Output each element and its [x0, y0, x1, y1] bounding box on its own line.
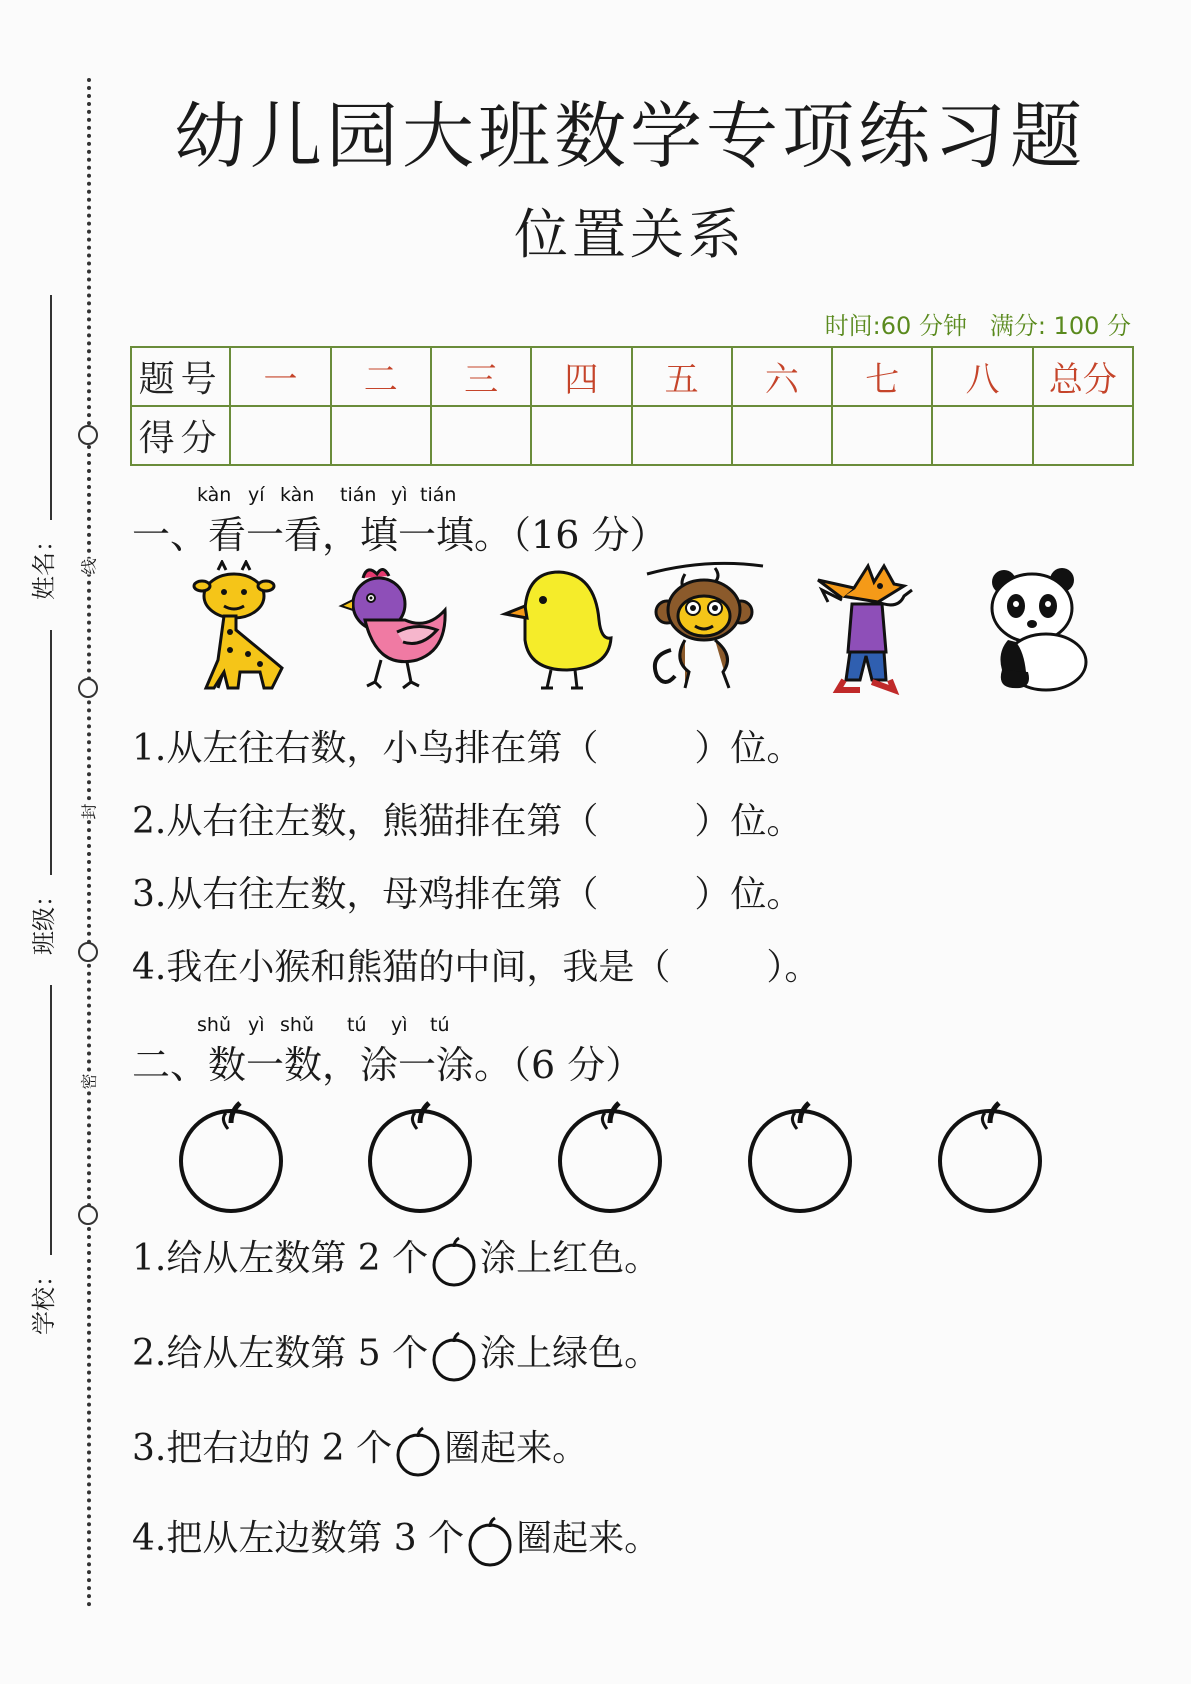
- question-2-3: [132, 1420, 588, 1477]
- pinyin: yì: [248, 1014, 265, 1036]
- pinyin: shǔ: [197, 1014, 231, 1036]
- question-1-3: [132, 866, 802, 917]
- question-text: 4.把从左边数第 3 个: [132, 1518, 465, 1559]
- full-score: 满分: 100 分: [989, 312, 1131, 340]
- score-cell[interactable]: [632, 406, 732, 465]
- exam-info: [825, 306, 1131, 341]
- column-header: 七: [832, 347, 932, 406]
- column-header-total: 总分: [1033, 347, 1133, 406]
- apple-icon[interactable]: [176, 1095, 286, 1215]
- pinyin: tián: [420, 484, 457, 506]
- score-cell[interactable]: [431, 406, 531, 465]
- score-cell-total[interactable]: [1033, 406, 1133, 465]
- question-text: 3.把右边的 2 个: [132, 1428, 393, 1469]
- section-2-heading: [132, 1034, 643, 1089]
- name-write-line[interactable]: [50, 295, 52, 520]
- section-title: 数一数，涂一涂。: [208, 1043, 513, 1087]
- pinyin: yì: [391, 484, 408, 506]
- apple-icon: [428, 1330, 480, 1382]
- question-text: ）。: [766, 947, 821, 988]
- question-2-2: [132, 1325, 660, 1382]
- section-title: 看一看，填一填。: [208, 513, 513, 557]
- column-header: 一: [230, 347, 330, 406]
- question-1-4: [132, 939, 820, 990]
- question-text: ）位。: [694, 874, 803, 915]
- apple-icon[interactable]: [935, 1095, 1045, 1215]
- question-text: 2.给从左数第 5 个: [132, 1333, 429, 1374]
- column-header: 五: [632, 347, 732, 406]
- question-text: 涂上红色。: [480, 1238, 661, 1279]
- question-2-1: [132, 1230, 660, 1287]
- pinyin: tú: [347, 1014, 367, 1036]
- class-write-line[interactable]: [50, 630, 52, 875]
- pinyin: kàn: [197, 484, 232, 506]
- apple-icon: [464, 1515, 516, 1567]
- question-text: 1.给从左数第 2 个: [132, 1238, 429, 1279]
- column-header: 三: [431, 347, 531, 406]
- stitch-mark: 线: [77, 558, 100, 574]
- question-text: ）位。: [694, 728, 803, 769]
- question-text: 3.从右往左数，母鸡排在第（: [132, 874, 599, 915]
- binding-margin: [0, 0, 120, 1684]
- score-cell[interactable]: [932, 406, 1032, 465]
- fox-icon: [808, 560, 928, 695]
- time-limit: 时间:60 分钟: [824, 312, 967, 340]
- score-cell[interactable]: [732, 406, 832, 465]
- column-header: 八: [932, 347, 1032, 406]
- score-table: [130, 346, 1134, 466]
- column-header: 六: [732, 347, 832, 406]
- binding-ring: [78, 942, 98, 962]
- question-text: 圈起来。: [516, 1518, 661, 1559]
- stitch-mark: 密: [77, 1073, 100, 1089]
- section-number: 一、: [132, 513, 209, 557]
- question-2-4: [132, 1510, 660, 1567]
- score-cell[interactable]: [230, 406, 330, 465]
- question-text: 1.从左往右数，小鸟排在第（: [132, 728, 599, 769]
- question-number-row: [131, 347, 1133, 406]
- binding-ring: [78, 425, 98, 445]
- pinyin: yì: [391, 1014, 408, 1036]
- section-points: （6 分）: [512, 1043, 644, 1087]
- row-label-score: 得分: [131, 406, 230, 465]
- column-header: 二: [331, 347, 431, 406]
- score-cell[interactable]: [531, 406, 631, 465]
- question-1-2: [132, 793, 802, 844]
- page-subtitle: 位置关系: [514, 203, 746, 266]
- question-text: 涂上绿色。: [480, 1333, 661, 1374]
- monkey-icon: [645, 560, 765, 695]
- question-text: ）位。: [694, 801, 803, 842]
- question-text: 圈起来。: [444, 1428, 589, 1469]
- giraffe-icon: [178, 560, 298, 695]
- apple-icon[interactable]: [745, 1095, 855, 1215]
- chick-icon: [497, 560, 617, 695]
- column-header: 四: [531, 347, 631, 406]
- binding-ring: [78, 678, 98, 698]
- pinyin: tián: [340, 484, 377, 506]
- pinyin: kàn: [280, 484, 315, 506]
- school-label: 学校：: [30, 1263, 58, 1335]
- apple-icon: [392, 1425, 444, 1477]
- name-label: 姓名：: [30, 528, 58, 600]
- apple-icon[interactable]: [365, 1095, 475, 1215]
- apple-icon: [428, 1235, 480, 1287]
- pinyin: tú: [430, 1014, 450, 1036]
- stitch-mark: 封: [77, 803, 100, 819]
- class-label: 班级：: [30, 883, 58, 955]
- row-label-question: 题号: [131, 347, 230, 406]
- score-cell[interactable]: [331, 406, 431, 465]
- score-cell[interactable]: [832, 406, 932, 465]
- section-number: 二、: [132, 1043, 209, 1087]
- pinyin: yí: [248, 484, 265, 506]
- question-1-1: [132, 720, 802, 771]
- score-row: [131, 406, 1133, 465]
- question-text: 2.从右往左数，熊猫排在第（: [132, 801, 599, 842]
- question-text: 4.我在小猴和熊猫的中间，我是（: [132, 947, 671, 988]
- section-1-heading: [132, 504, 667, 559]
- section-points: （16 分）: [512, 513, 668, 557]
- apple-icon[interactable]: [555, 1095, 665, 1215]
- page-title: 幼儿园大班数学专项练习题: [173, 94, 1086, 178]
- binding-dotted-line: [87, 78, 91, 1608]
- pinyin: shǔ: [280, 1014, 314, 1036]
- panda-icon: [976, 560, 1096, 695]
- hen-icon: [337, 560, 457, 695]
- binding-ring: [78, 1205, 98, 1225]
- school-write-line[interactable]: [50, 985, 52, 1255]
